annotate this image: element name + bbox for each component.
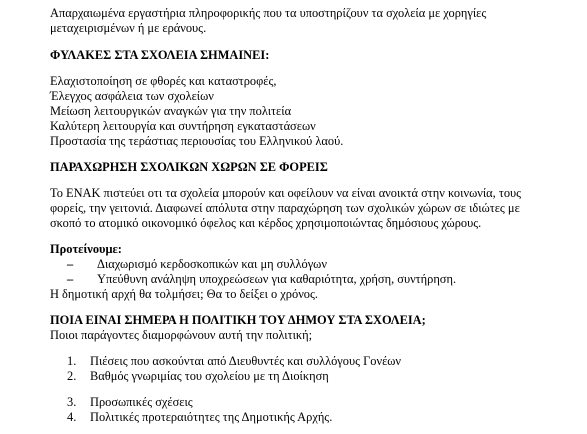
intro-line-1: Απαρχαιωμένα εργαστήρια πληροφορικής που τα υποστηρίζουν τα σχολεία με χορηγίες (50, 6, 487, 20)
list-number: 2. (67, 369, 77, 383)
guards-item: Καλύτερη λειτουργία και συντήρηση εγκαταστάσεων (50, 119, 316, 133)
concession-paragraph-line: φορείς, την γειτονιά. Διαφωνεί απόλυτα στην παραχώρηση των σχολικών χώρων σε ιδιώτες με (50, 201, 520, 215)
list-number: 4. (67, 410, 77, 424)
guards-item: Έλεγχος ασφάλεια των σχολείων (50, 89, 214, 103)
concession-closing: Η δημοτική αρχή θα τολμήσει; Θα το δείξει ο χρόνος. (50, 287, 318, 301)
list-number: 1. (67, 354, 77, 368)
concession-paragraph-line: σκοπό το ατομικό οικονομικό όφελος και κέρδος χρησιμοποιώντας δημόσιους χώρους. (50, 216, 482, 230)
section-heading-concession: ΠΑΡΑΧΩΡΗΣΗ ΣΧΟΛΙΚΩΝ ΧΩΡΩΝ ΣΕ ΦΟΡΕΙΣ (50, 160, 328, 174)
factor-item: Πιέσεις που ασκούνται από Διευθυντές και συλλόγους Γονέων (90, 354, 402, 368)
proposals-label: Προτείνουμε: (50, 242, 122, 256)
factor-item: Βαθμός γνωριμίας του σχολείου με τη Διοίκηση (90, 369, 329, 383)
list-number: 3. (67, 395, 77, 409)
factor-item: Πολιτικές προτεραιότητες της Δημοτικής Αρχής. (90, 410, 333, 424)
proposal-item: Υπεύθυνη ανάληψη υποχρεώσεων για καθαριότητα, χρήση, συντήρηση. (97, 272, 457, 286)
dash-bullet: – (67, 272, 74, 286)
guards-item: Ελαχιστοποίηση σε φθορές και καταστροφές, (50, 74, 277, 88)
policy-question: Ποιοι παράγοντες διαμορφώνουν αυτή την πολιτική; (50, 328, 313, 342)
dash-bullet: – (67, 257, 74, 271)
section-heading-policy: ΠΟΙΑ ΕΙΝΑΙ ΣΗΜΕΡΑ Η ΠΟΛΙΤΙΚΗ ΤΟΥ ΔΗΜΟΥ ΣΤΑ ΣΧΟΛΕΙΑ; (50, 313, 426, 327)
guards-item: Μείωση λειτουργικών αναγκών για την πολιτεία (50, 104, 292, 118)
guards-item: Προστασία της τεράστιας περιουσίας του Ελληνικού λαού. (50, 134, 344, 148)
intro-line-2: μεταχειρισμένων ή με εράνους. (50, 21, 207, 35)
section-heading-guards: ΦΥΛΑΚΕΣ ΣΤΑ ΣΧΟΛΕΙΑ ΣΗΜΑΙΝΕΙ: (50, 48, 270, 62)
concession-paragraph-line: Το ΕΝΑΚ πιστεύει οτι τα σχολεία μπορούν και οφείλουν να είναι ανοικτά στην κοινωνία, τους (50, 186, 522, 200)
proposal-item: Διαχωρισμό κερδοσκοπικών και μη συλλόγων (97, 257, 327, 271)
factor-item: Προσωπικές σχέσεις (90, 395, 193, 409)
